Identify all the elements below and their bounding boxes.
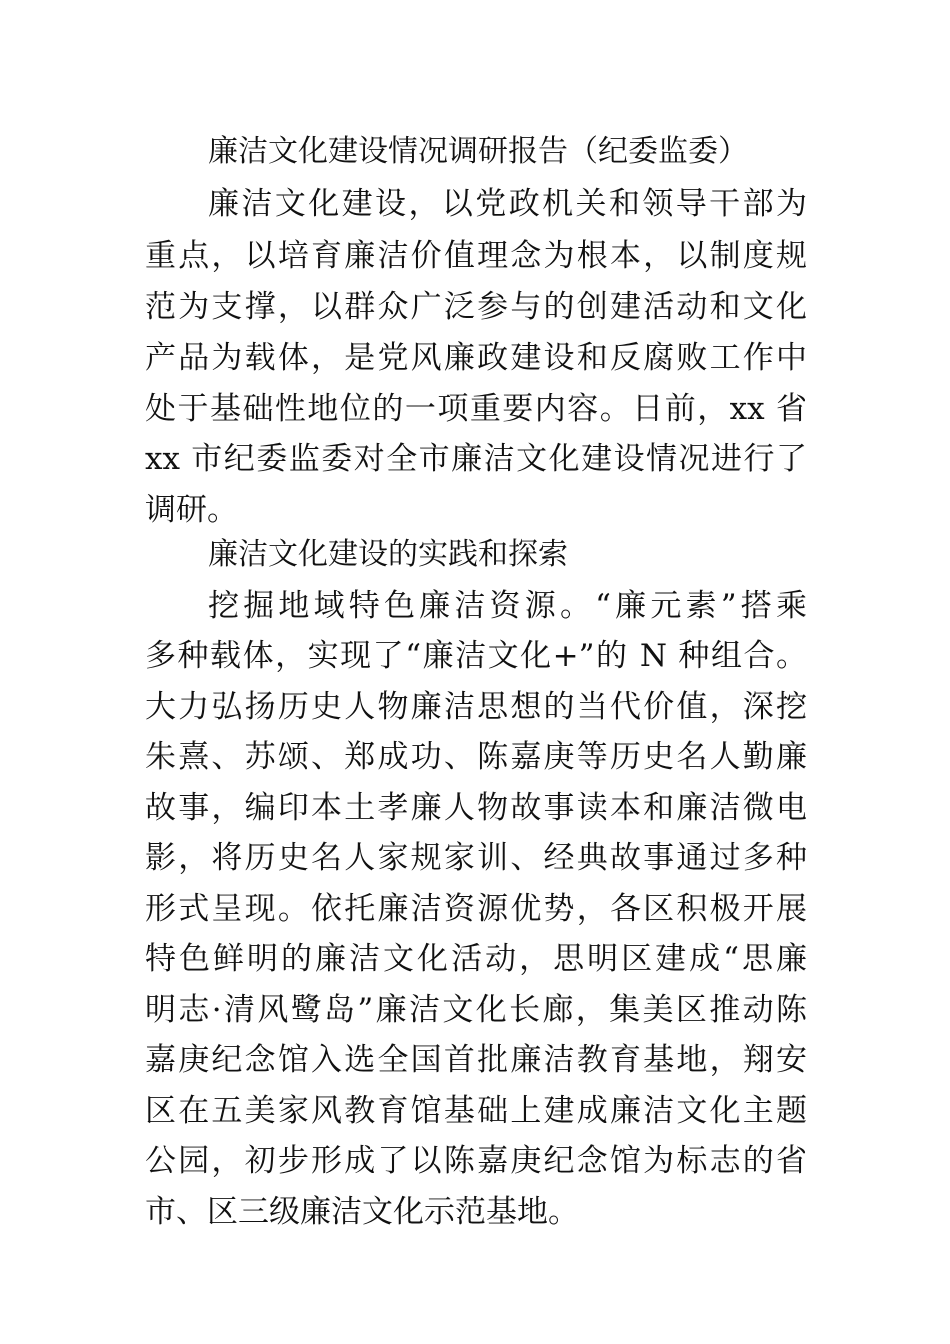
section-heading: 廉洁文化建设的实践和探索 xyxy=(208,537,568,572)
paragraph-line: 廉洁文化建设，以党政机关和领导干部为 xyxy=(208,186,807,222)
paragraph-line: 挖掘地域特色廉洁资源。“廉元素”搭乘 xyxy=(208,588,807,624)
paragraph-line: 故事，编印本土孝廉人物故事读本和廉洁微电 xyxy=(145,790,807,826)
document-title: 廉洁文化建设情况调研报告（纪委监委） xyxy=(208,134,748,169)
paragraph-line: 重点，以培育廉洁价值理念为根本，以制度规 xyxy=(145,238,807,274)
paragraph-line: xx 市纪委监委对全市廉洁文化建设情况进行了 xyxy=(145,441,807,477)
paragraph-line: 嘉庚纪念馆入选全国首批廉洁教育基地，翔安 xyxy=(145,1042,807,1078)
paragraph-line: 公园，初步形成了以陈嘉庚纪念馆为标志的省 xyxy=(145,1143,807,1179)
paragraph-line: 影，将历史名人家规家训、经典故事通过多种 xyxy=(145,840,807,876)
paragraph-line: 产品为载体，是党风廉政建设和反腐败工作中 xyxy=(145,340,807,376)
paragraph-line: 形式呈现。依托廉洁资源优势，各区积极开展 xyxy=(145,891,807,927)
paragraph-line: 区在五美家风教育馆基础上建成廉洁文化主题 xyxy=(145,1093,807,1129)
paragraph-line: 朱熹、苏颂、郑成功、陈嘉庚等历史名人勤廉 xyxy=(145,739,807,775)
paragraph-line: 调研。 xyxy=(145,492,238,528)
paragraph-line: 市、区三级廉洁文化示范基地。 xyxy=(145,1194,579,1230)
paragraph-line: 多种载体，实现了“廉洁文化+”的 N 种组合。 xyxy=(145,638,807,674)
paragraph-line: 明志·清风鹭岛”廉洁文化长廊，集美区推动陈 xyxy=(145,992,807,1028)
paragraph-line: 范为支撑，以群众广泛参与的创建活动和文化 xyxy=(145,289,807,325)
paragraph-line: 特色鲜明的廉洁文化活动，思明区建成“思廉 xyxy=(145,941,807,977)
paragraph-line: 处于基础性地位的一项重要内容。日前，xx 省 xyxy=(145,391,807,427)
paragraph-line: 大力弘扬历史人物廉洁思想的当代价值，深挖 xyxy=(145,689,807,725)
